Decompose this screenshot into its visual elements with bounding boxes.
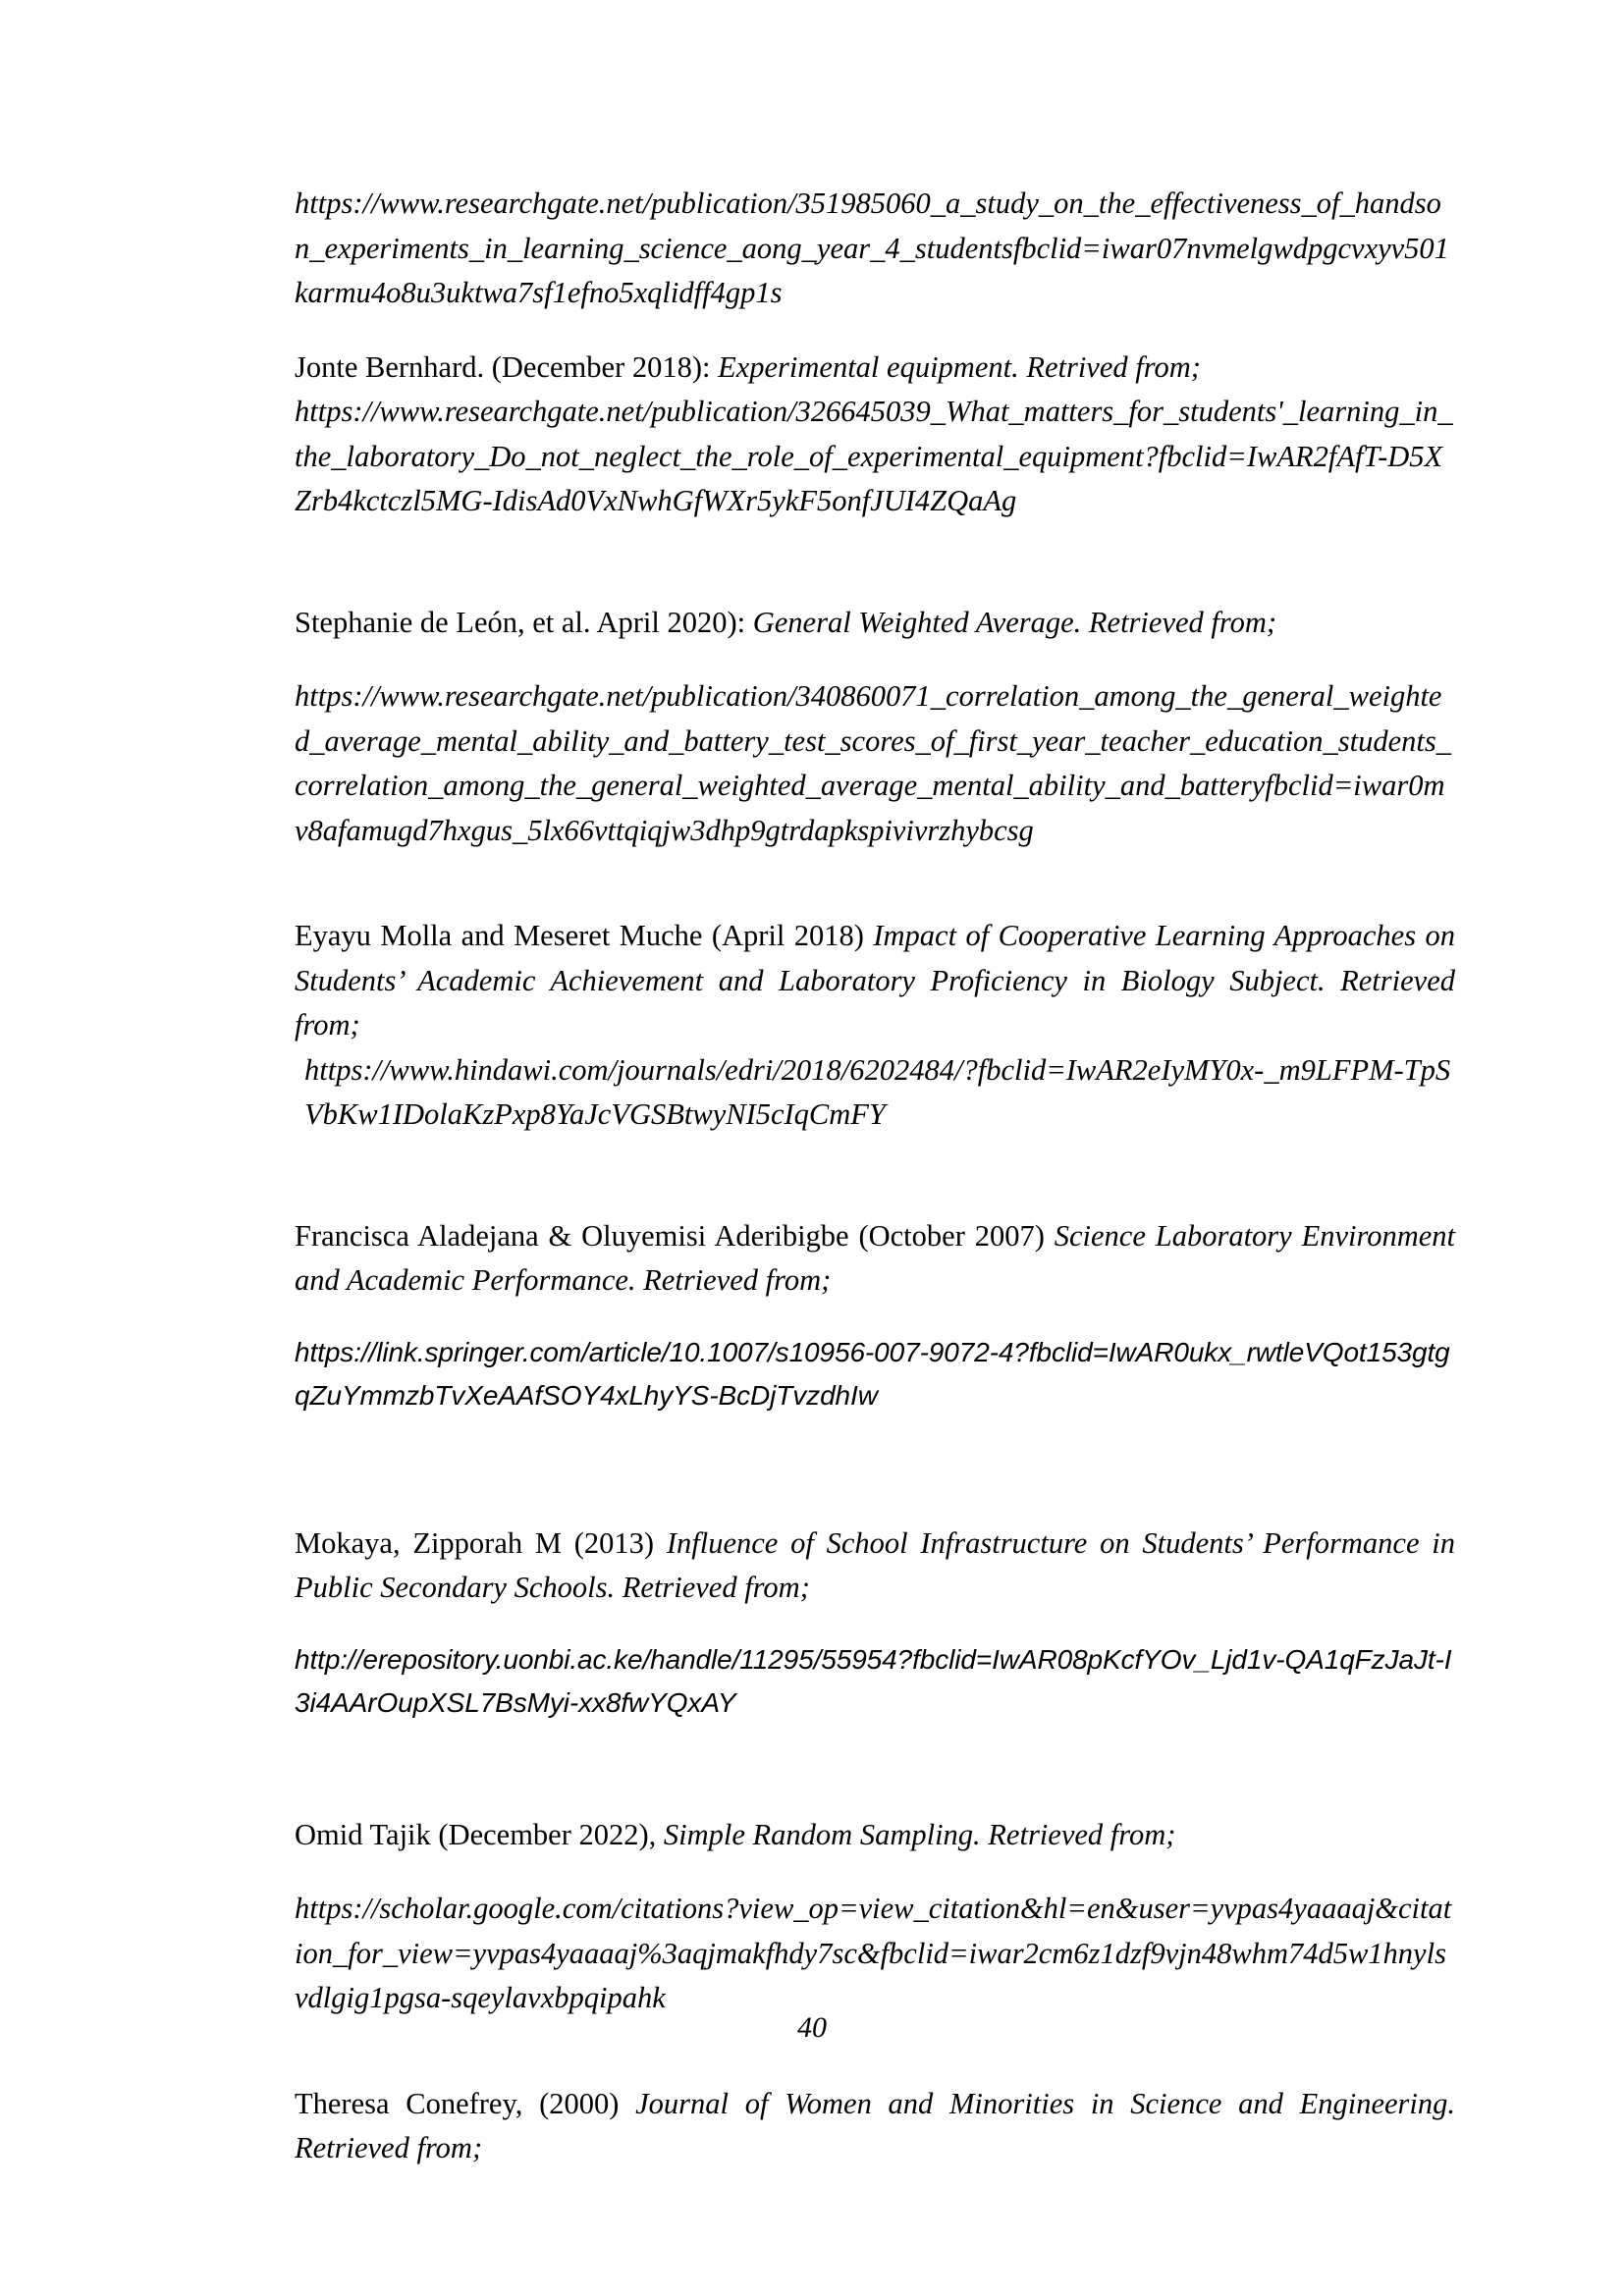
reference-entry-mokaya-zipporah <box>295 1522 1455 1611</box>
reference-author: Omid Tajik (December 2022), <box>295 1817 664 1851</box>
reference-url: https://link.springer.com/article/10.1007/s10956-007-9072-4?fbclid=IwAR0ukx_rwtleVQot153gtgqZuYmmzbTvXeAAfSOY4xLhyYS-BcDjTvzdhIw <box>295 1336 1450 1411</box>
reference-url-eyayu-molla <box>295 1048 1455 1138</box>
reference-entry-eyayu-molla <box>295 914 1455 1048</box>
spacer <box>295 853 1455 914</box>
reference-author: Theresa Conefrey, (2000) <box>295 2086 636 2120</box>
reference-url-francisca-aladejana <box>295 1331 1455 1417</box>
reference-url: https://www.researchgate.net/publication/351985060_a_study_on_the_effectiveness_of_handson_experiments_in_learning_science_aong_year_4_studentsfbclid=iwar07nvmelgwdpgcvxyv501karmu4o8u3uktwa7sf1efno5xqlidff4gp1s <box>295 187 1449 309</box>
reference-title: Journal of Women and Minorities in Science and Engineering. Retrieved from; <box>295 2086 1455 2164</box>
reference-title: Experimental equipment. Retrived from; <box>718 349 1201 384</box>
spacer <box>295 1445 1455 1522</box>
reference-title: Influence of School Infrastructure on Students’ Performance in Public Secondary Schools. Retrieved from; <box>295 1525 1455 1604</box>
reference-url-jonte-bernhard <box>295 390 1455 524</box>
spacer <box>295 1138 1455 1214</box>
reference-title: Impact of Cooperative Learning Approaches on Students’ Academic Achievement and Laboratory Proficiency in Biology Subject. Retrieved from; <box>295 919 1455 1041</box>
reference-url: http://erepository.uonbi.ac.ke/handle/11295/55954?fbclid=IwAR08pKcfYOv_Ljd1v-QA1qFzJaJt-I3i4AArOupXSL7BsMyi-xx8fwYQxAY <box>295 1643 1452 1718</box>
reference-url: https://scholar.google.com/citations?view_op=view_citation&hl=en&user=yvpas4yaaaaj&citation_for_view=yvpas4yaaaaj%3aqjmakfhdy7sc&fbclid=iwar2cm6z1dzf9vjn48whm74d5w1hnylsvdlgig1pgsa-sqeylavxbpqipahk <box>295 1892 1452 2014</box>
spacer <box>295 1752 1455 1813</box>
reference-url: https://www.hindawi.com/journals/edri/2018/6202484/?fbclid=IwAR2eIyMY0x-_m9LFPM-TpSVbKw1IDolaKzPxp8YaJcVGSBtwyNI5cIqCmFY <box>304 1052 1451 1131</box>
reference-author: Jonte Bernhard. (December 2018): <box>295 349 719 384</box>
reference-author: Stephanie de León, et al. April 2020): <box>295 605 753 639</box>
reference-title: General Weighted Average. Retrieved from; <box>752 605 1277 639</box>
reference-url-stephanie-de-leon <box>295 674 1455 853</box>
spacer <box>295 1857 1455 1887</box>
spacer <box>295 316 1455 346</box>
reference-entry-theresa-conefrey <box>295 2082 1455 2171</box>
reference-url-mokaya-zipporah <box>295 1638 1455 1725</box>
page-number: 40 <box>797 2011 827 2044</box>
reference-entry-jonte-bernhard <box>295 346 1455 391</box>
spacer <box>295 524 1455 601</box>
reference-author: Mokaya, Zipporah M (2013) <box>295 1525 667 1560</box>
spacer <box>295 645 1455 674</box>
references-list <box>295 182 1455 2171</box>
reference-entry-omid-tajik <box>295 1813 1455 1858</box>
reference-entry-stephanie-de-leon <box>295 601 1455 646</box>
reference-entry-researchgate-handson <box>295 182 1455 316</box>
reference-author: Francisca Aladejana & Oluyemisi Aderibigbe (October 2007) <box>295 1218 1055 1253</box>
reference-url: https://www.researchgate.net/publication/326645039_What_matters_for_students'_learning_in_the_laboratory_Do_not_neglect_the_role_of_experimental_equipment?fbclid=IwAR2fAfT-D5XZrb4kctczl5MG-IdisAd0VxNwhGfWXr5ykF5onfJUI4ZQaAg <box>295 395 1453 517</box>
reference-author: Eyayu Molla and Meseret Muche (April 2018) <box>295 919 874 952</box>
reference-title: Science Laboratory Environment and Academic Performance. Retrieved from; <box>295 1218 1455 1297</box>
reference-title: Simple Random Sampling. Retrieved from; <box>663 1817 1176 1851</box>
reference-url: https://www.researchgate.net/publication/340860071_correlation_among_the_general_weighted_average_mental_ability_and_battery_test_scores_of_first_year_teacher_education_students_correlation_among_the_general_weighted_average_mental_ability_and_batteryfbclid=iwar0mv8afamugd7hxgus_5lx66vttqiqjw3dhp9gtrdapkspivivrzhybcsg <box>295 679 1452 847</box>
reference-url-omid-tajik <box>295 1887 1455 2021</box>
reference-entry-francisca-aladejana <box>295 1214 1455 1304</box>
